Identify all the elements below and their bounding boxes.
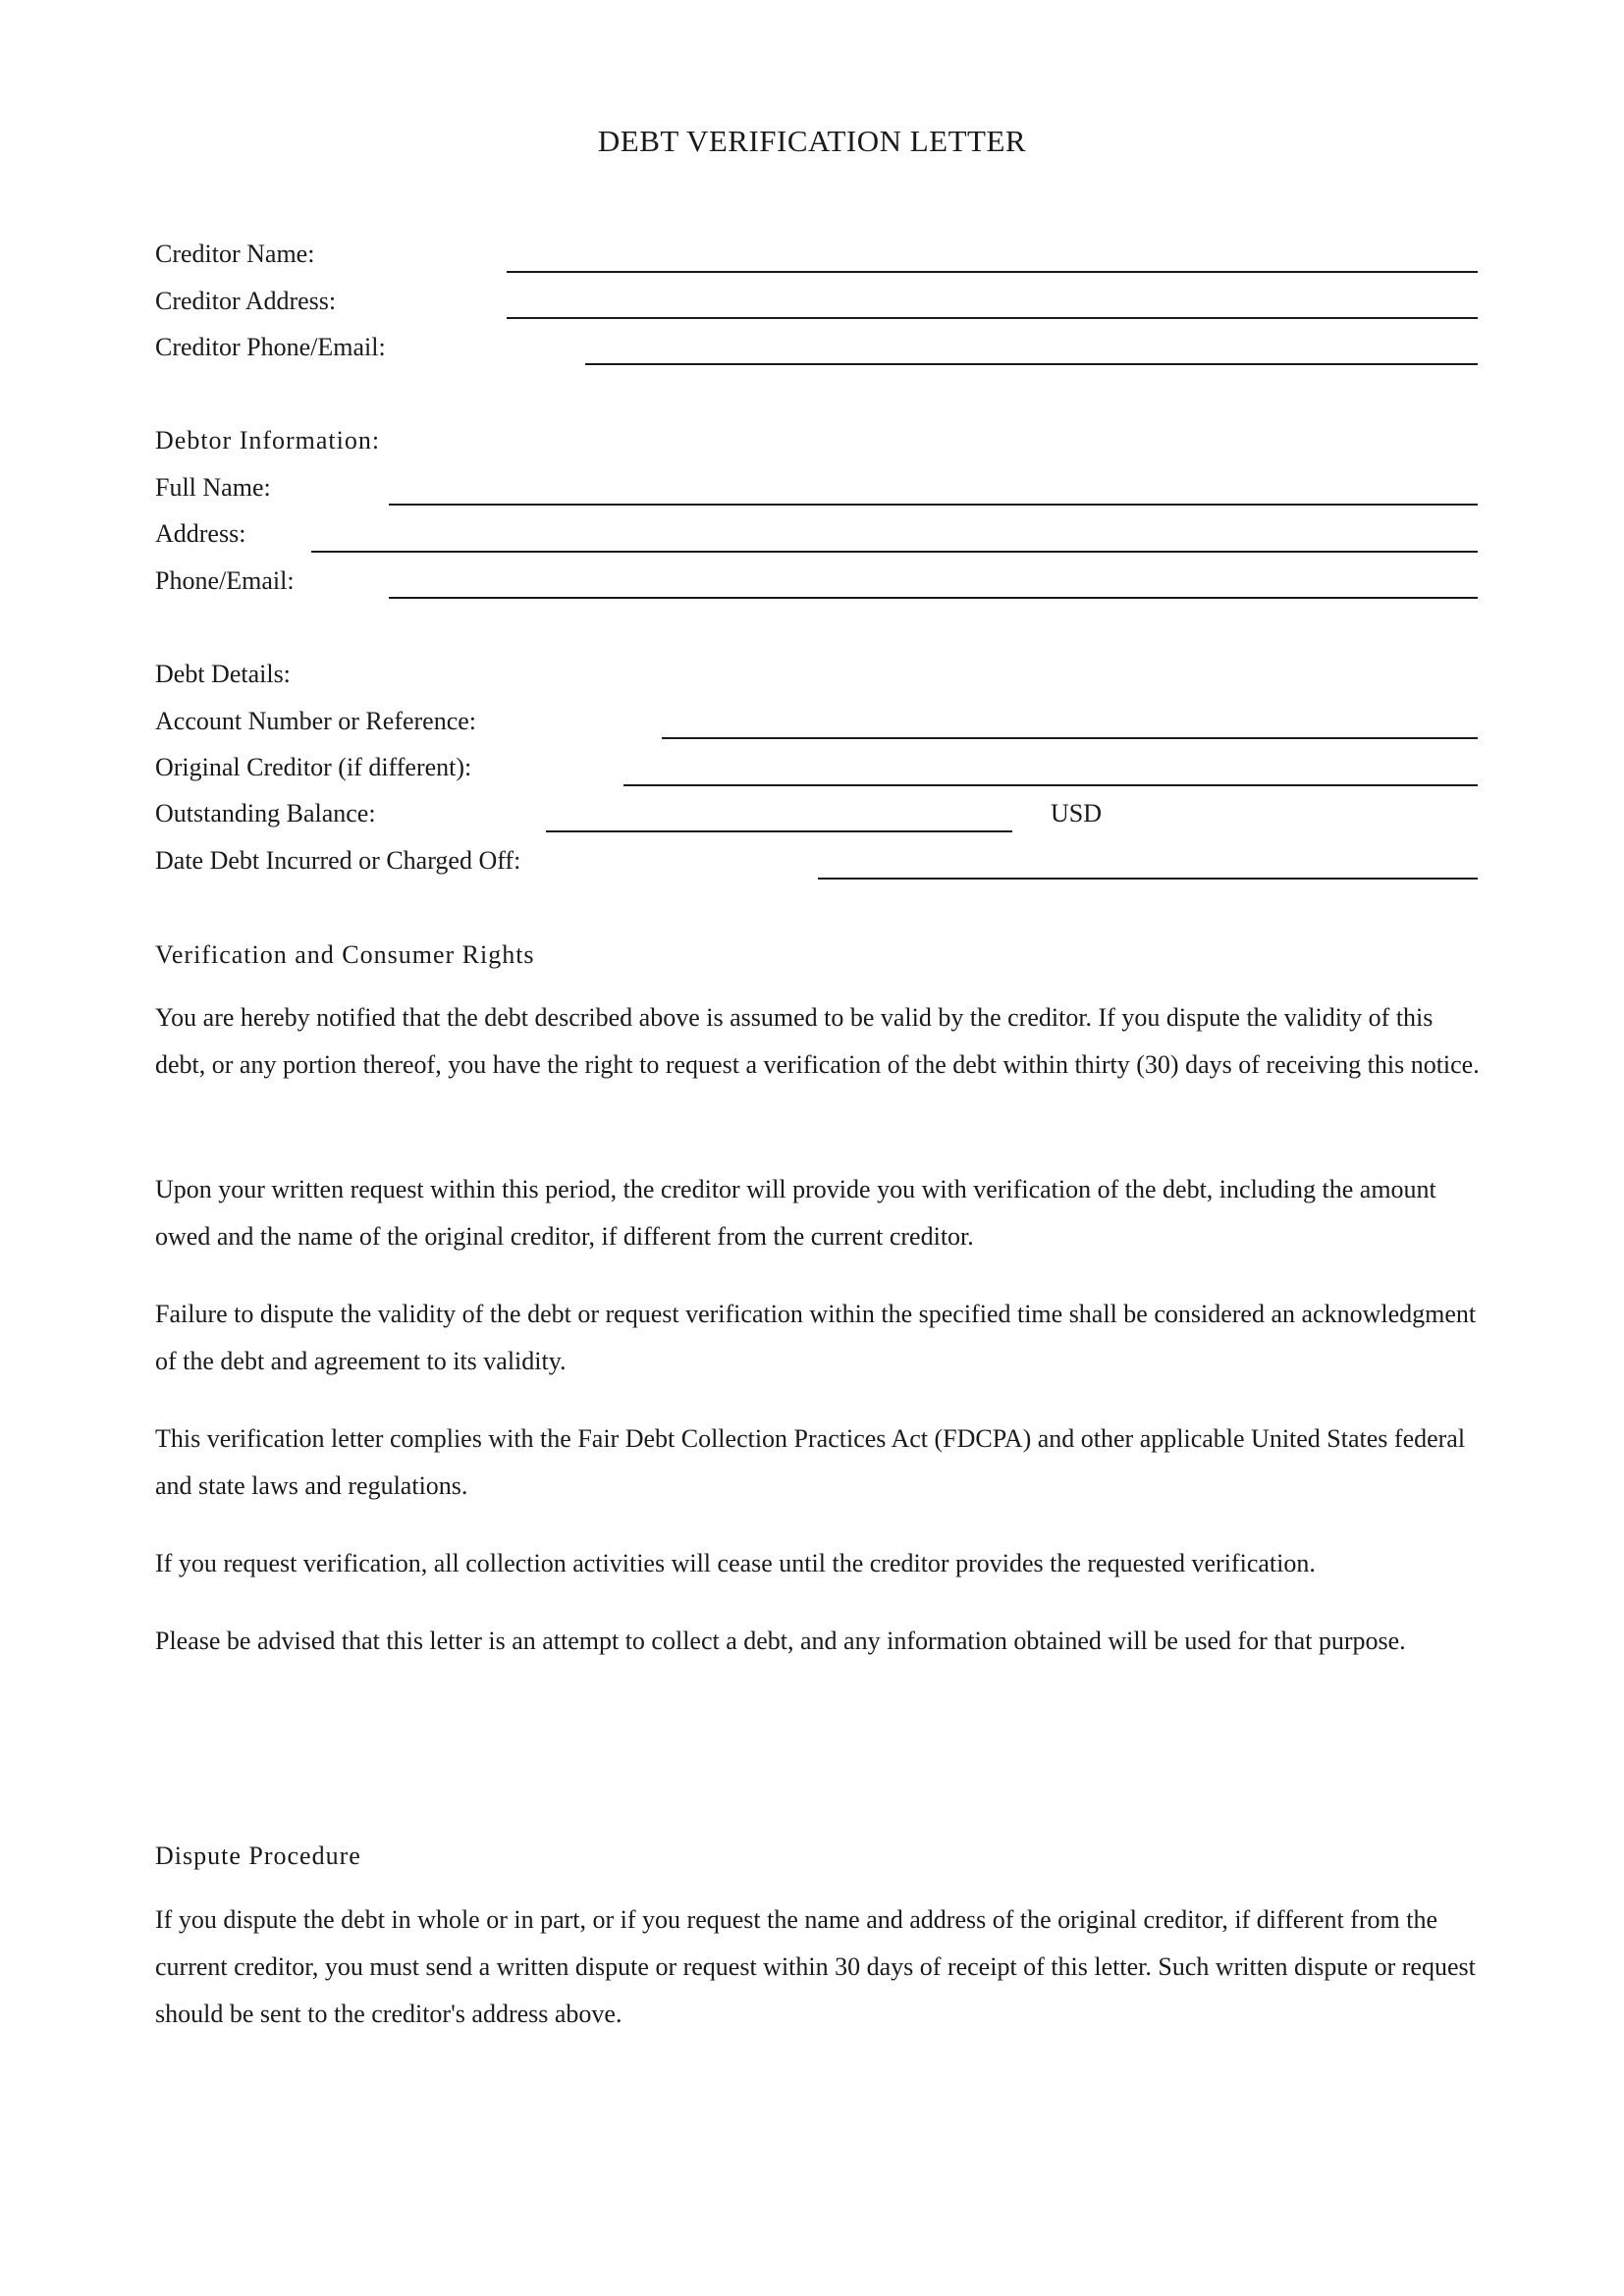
debtor-address-field[interactable] bbox=[311, 551, 1478, 553]
balance-label: Outstanding Balance: bbox=[155, 799, 376, 828]
dispute-heading: Dispute Procedure bbox=[155, 1842, 361, 1870]
verification-paragraph: This verification letter complies with the Fair Debt Collection Practices Act (FDCPA) and other applicable United States federal and state laws and regulations. bbox=[155, 1424, 1466, 1500]
verification-heading: Verification and Consumer Rights bbox=[155, 940, 535, 969]
debtor-contact-label: Phone/Email: bbox=[155, 566, 295, 595]
creditor-name-label: Creditor Name: bbox=[155, 240, 315, 268]
verification-paragraph: Upon your written request within this period, the creditor will provide you with verification of the debt, including the amount owed and the name of the original creditor, if different from the current creditor. bbox=[155, 1175, 1436, 1251]
debt-date-field[interactable] bbox=[818, 878, 1478, 880]
verification-paragraph: Failure to dispute the validity of the debt or request verification within the specified time shall be considered an acknowledgment of the debt and agreement to its validity. bbox=[155, 1300, 1477, 1375]
verification-paragraph: You are hereby notified that the debt described above is assumed to be valid by the creditor. If you dispute the validity of this debt, or any portion thereof, you have the right to request a verification of the debt within thirty (30) days of receiving this notice. bbox=[155, 1003, 1480, 1079]
dispute-paragraph: If you dispute the debt in whole or in part, or if you request the name and address of the original creditor, if different from the current creditor, you must send a written dispute or request within 30 days of receipt of this letter. Such written dispute or request should be sent to the creditor's address above. bbox=[155, 1905, 1476, 2028]
debtor-address-label: Address: bbox=[155, 519, 246, 548]
creditor-address-field[interactable] bbox=[507, 317, 1478, 319]
debtor-section-heading: Debtor Information: bbox=[155, 426, 381, 454]
document-title: DEBT VERIFICATION LETTER bbox=[597, 124, 1027, 158]
balance-field[interactable] bbox=[546, 830, 1012, 832]
debtor-name-label: Full Name: bbox=[155, 473, 271, 502]
original-creditor-field[interactable] bbox=[623, 784, 1478, 786]
debt-section-heading: Debt Details: bbox=[155, 660, 291, 688]
creditor-contact-field[interactable] bbox=[585, 363, 1478, 365]
debt-date-label: Date Debt Incurred or Charged Off: bbox=[155, 846, 521, 875]
currency-unit: USD bbox=[1051, 799, 1103, 828]
creditor-address-label: Creditor Address: bbox=[155, 287, 337, 315]
creditor-contact-label: Creditor Phone/Email: bbox=[155, 333, 386, 361]
debtor-contact-field[interactable] bbox=[389, 597, 1478, 599]
original-creditor-label: Original Creditor (if different): bbox=[155, 753, 472, 781]
verification-paragraph: Please be advised that this letter is an attempt to collect a debt, and any information obtained will be used for that purpose. bbox=[155, 1627, 1406, 1655]
verification-paragraph: If you request verification, all collection activities will cease until the creditor provides the requested verification. bbox=[155, 1549, 1316, 1577]
creditor-name-field[interactable] bbox=[507, 271, 1478, 273]
account-number-field[interactable] bbox=[662, 737, 1478, 739]
account-number-label: Account Number or Reference: bbox=[155, 707, 477, 735]
debtor-name-field[interactable] bbox=[389, 504, 1478, 506]
